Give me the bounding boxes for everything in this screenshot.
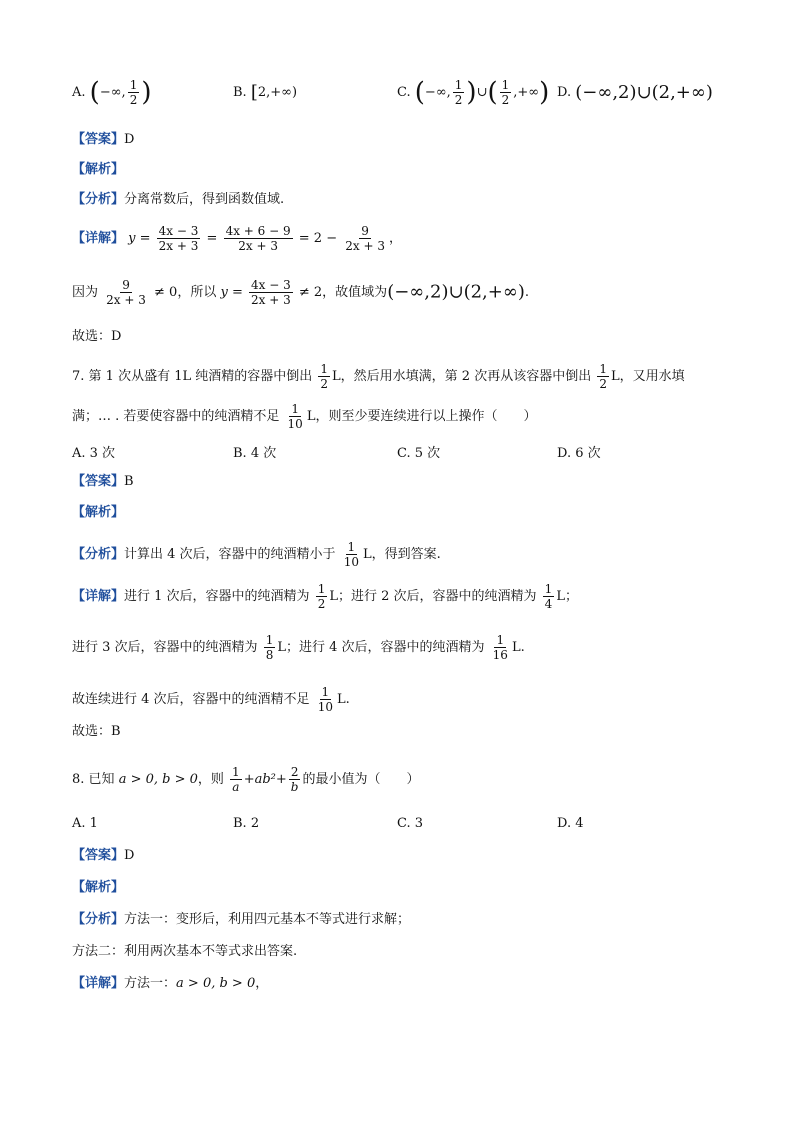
numerator: 4x − 3	[251, 278, 291, 292]
fraction	[318, 362, 330, 391]
punct: .	[520, 640, 525, 655]
text: ；进行 2 次后，容器中的纯酒精为	[337, 589, 537, 604]
text: 方法二：利用两次基本不等式求出答案.	[72, 944, 298, 959]
xiangjie-tag: 【详解】	[72, 589, 125, 604]
fraction	[289, 765, 301, 794]
denominator: 10	[317, 700, 333, 714]
numerator: 1	[265, 633, 274, 647]
q6-jiexi	[72, 160, 124, 180]
paren: (	[487, 77, 498, 108]
numerator: 1	[320, 362, 329, 376]
fraction	[286, 402, 305, 431]
q6-option-c: C. (−∞, $\frac{1}{2}$ )∪( $\frac{1}{2}$ ,+∞)	[397, 77, 550, 108]
numerator: 1	[321, 685, 330, 699]
q6-xiangjie: 【详解】 y = $\frac{4x - 3}{2x + 3}$ = $\frac{4x + 6 - 9}{2x + 3}$ = 2 − $\frac{9}{2x + 3}$ ，	[72, 224, 402, 253]
math-text: (−∞,2)∪(2,+∞)	[575, 82, 713, 103]
q6-choose	[72, 327, 121, 347]
denominator: a	[232, 780, 240, 794]
math-text: a > 0, b > 0	[118, 772, 198, 787]
option-label: D.	[557, 85, 572, 100]
text: 进行 1 次后，容器中的纯酒精为	[124, 589, 310, 604]
unit: L	[511, 640, 521, 655]
denominator: b	[290, 780, 299, 794]
option-label: C.	[397, 85, 411, 100]
fraction	[128, 78, 140, 107]
fraction	[453, 78, 465, 107]
denominator: 10	[343, 555, 359, 569]
numerator: 1	[317, 582, 326, 596]
q7-stem-line1	[72, 362, 685, 391]
numerator: 1	[501, 78, 510, 92]
fenxi-tag: 【分析】	[72, 547, 125, 562]
text: 的最小值为（ ）	[302, 772, 420, 787]
bracket: [	[250, 82, 258, 103]
unit: L	[611, 369, 620, 384]
q6-option-a	[72, 78, 151, 107]
fraction	[316, 685, 335, 714]
xiangjie-tag: 【详解】	[72, 976, 125, 991]
math-text: ≠ 0	[154, 285, 178, 300]
text: 故选：D	[72, 329, 122, 344]
numerator: 1	[232, 765, 240, 779]
q8-option-d: D. 4	[557, 816, 584, 831]
math-text: 2,+∞)	[257, 85, 298, 100]
text: ，所以	[177, 285, 217, 300]
punct: ，	[255, 976, 269, 991]
q7-fenxi	[72, 540, 441, 569]
math-text: ab²	[254, 772, 276, 787]
q7-choose	[72, 722, 121, 742]
q7-jiexi	[72, 503, 124, 523]
xiangjie-tag: 【详解】	[72, 231, 125, 246]
option-label: A.	[72, 85, 86, 100]
q8-stem	[72, 765, 420, 794]
numerator: 2	[290, 765, 299, 779]
fraction	[543, 582, 555, 611]
fraction	[224, 224, 293, 253]
math-text: −∞,	[99, 85, 126, 100]
answer-tag: 【答案】	[72, 132, 125, 147]
unit: L	[362, 547, 372, 562]
denominator: 2	[320, 377, 329, 391]
denominator: 2	[501, 93, 510, 107]
q8-option-b: B. 2	[233, 816, 260, 831]
fraction	[491, 633, 510, 662]
denominator: 10	[287, 417, 303, 431]
answer-value: D	[124, 132, 135, 147]
option-label: B.	[233, 85, 247, 100]
q8-option-a: A. 1	[72, 816, 98, 831]
text: ，故值域为	[322, 285, 388, 300]
math-text: +	[275, 772, 287, 787]
text: 7. 第 1 次从盛有 1L 纯酒精的容器中倒出	[72, 369, 313, 384]
text: 计算出 4 次后，容器中的纯酒精小于	[124, 547, 336, 562]
q7-option-b: B. 4 次	[233, 446, 277, 461]
punct: .	[345, 692, 350, 707]
q6-fenxi	[72, 190, 284, 210]
math-text: = 2 −	[298, 231, 338, 246]
text: ，然后用水填满，第 2 次再从该容器中倒出	[340, 369, 592, 384]
denominator: 2x + 3	[251, 293, 291, 307]
q8-fenxi-line2	[72, 942, 297, 962]
numerator: 1	[291, 402, 299, 416]
q7-xiangjie-line3	[72, 685, 350, 714]
jiexi-tag: 【解析】	[72, 505, 125, 520]
fraction	[597, 362, 609, 391]
numerator: 9	[122, 278, 130, 292]
denominator: 16	[492, 648, 508, 662]
numerator: 1	[129, 78, 138, 92]
denominator: 2	[454, 93, 463, 107]
q6-option-b	[233, 82, 297, 103]
math-text: y =	[220, 285, 243, 300]
fenxi-tag: 【分析】	[72, 912, 125, 927]
text: 故连续进行 4 次后，容器中的纯酒精不足	[72, 692, 310, 707]
text: 8. 已知	[72, 772, 115, 787]
unit: L	[306, 409, 316, 424]
fenxi-tag: 【分析】	[72, 192, 125, 207]
denominator: 2x + 3	[158, 239, 199, 253]
denominator: 2	[599, 377, 607, 391]
math-text: +	[243, 772, 255, 787]
unit: L	[277, 640, 286, 655]
jiexi-tag: 【解析】	[72, 880, 125, 895]
text: ，又用水填	[619, 369, 685, 384]
punct: ，	[388, 231, 402, 246]
math-text: ,+∞	[513, 85, 540, 100]
q7-xiangjie-line1	[72, 582, 578, 611]
q8-jiexi	[72, 878, 124, 898]
denominator: 2x + 3	[345, 239, 385, 253]
text: 进行 3 次后，容器中的纯酒精为	[72, 640, 258, 655]
math-text: y =	[128, 231, 151, 246]
denominator: 2x + 3	[106, 293, 146, 307]
text: 因为	[72, 285, 99, 300]
fraction	[316, 582, 328, 611]
text: ，得到答案.	[371, 547, 441, 562]
text: 方法一：变形后，利用四元基本不等式进行求解；	[124, 912, 411, 927]
jiexi-tag: 【解析】	[72, 162, 125, 177]
fraction	[342, 540, 361, 569]
numerator: 1	[454, 78, 463, 92]
numerator: 4x − 3	[158, 224, 199, 238]
punct: ；	[564, 589, 578, 604]
q7-stem-line2	[72, 402, 536, 431]
text: ；进行 4 次后，容器中的纯酒精为	[285, 640, 485, 655]
q8-fenxi-line1	[72, 910, 410, 930]
numerator: 4x + 6 − 9	[225, 224, 291, 238]
answer-tag: 【答案】	[72, 474, 125, 489]
denominator: 2	[129, 93, 138, 107]
math-text: (−∞,2)∪(2,+∞)	[387, 281, 525, 303]
fraction	[104, 278, 148, 307]
text: ，则至少要连续进行以上操作（ ）	[315, 409, 537, 424]
q8-answer	[72, 846, 134, 866]
paren: )	[141, 77, 152, 108]
fraction	[249, 278, 293, 307]
numerator: 1	[544, 582, 553, 596]
unit: L	[329, 589, 338, 604]
unit: L	[336, 692, 346, 707]
paren: (	[414, 77, 425, 108]
answer-tag: 【答案】	[72, 848, 125, 863]
denominator: 2	[317, 597, 326, 611]
text: 方法一：	[124, 976, 177, 991]
fraction	[343, 224, 387, 253]
unit: L	[332, 369, 341, 384]
paren: (	[89, 77, 100, 108]
fenxi-text: 分离常数后，得到函数值域.	[124, 192, 285, 207]
fraction	[264, 633, 276, 662]
text: 故选：B	[72, 724, 121, 739]
q6-option-d	[557, 82, 713, 103]
answer-value: B	[124, 474, 134, 489]
math-text: ≠ 2	[298, 285, 323, 300]
fraction	[157, 224, 201, 253]
math-text: a > 0, b > 0	[176, 976, 256, 991]
math-text: −∞,	[424, 85, 451, 100]
q8-xiangjie	[72, 974, 268, 994]
q7-option-c: C. 5 次	[397, 446, 441, 461]
denominator: 2x + 3	[238, 239, 278, 253]
numerator: 9	[361, 224, 369, 238]
q7-xiangjie-line2	[72, 633, 525, 662]
q6-because	[72, 278, 529, 307]
text: 满；… . 若要使容器中的纯酒精不足	[72, 409, 280, 424]
denominator: 8	[265, 648, 274, 662]
q6-answer	[72, 130, 134, 150]
paren: )	[539, 77, 550, 108]
q7-answer	[72, 472, 134, 492]
q7-option-d: D. 6 次	[557, 446, 601, 461]
unit: L	[556, 589, 565, 604]
denominator: 4	[544, 597, 553, 611]
q7-option-a: A. 3 次	[72, 446, 116, 461]
fraction	[500, 78, 512, 107]
fraction	[230, 765, 242, 794]
numerator: 1	[347, 540, 356, 554]
paren: )	[466, 77, 477, 108]
q8-option-c: C. 3	[397, 816, 424, 831]
numerator: 1	[599, 362, 607, 376]
text: ，则	[197, 772, 224, 787]
answer-value: D	[124, 848, 135, 863]
punct: .	[524, 285, 529, 300]
numerator: 1	[496, 633, 505, 647]
